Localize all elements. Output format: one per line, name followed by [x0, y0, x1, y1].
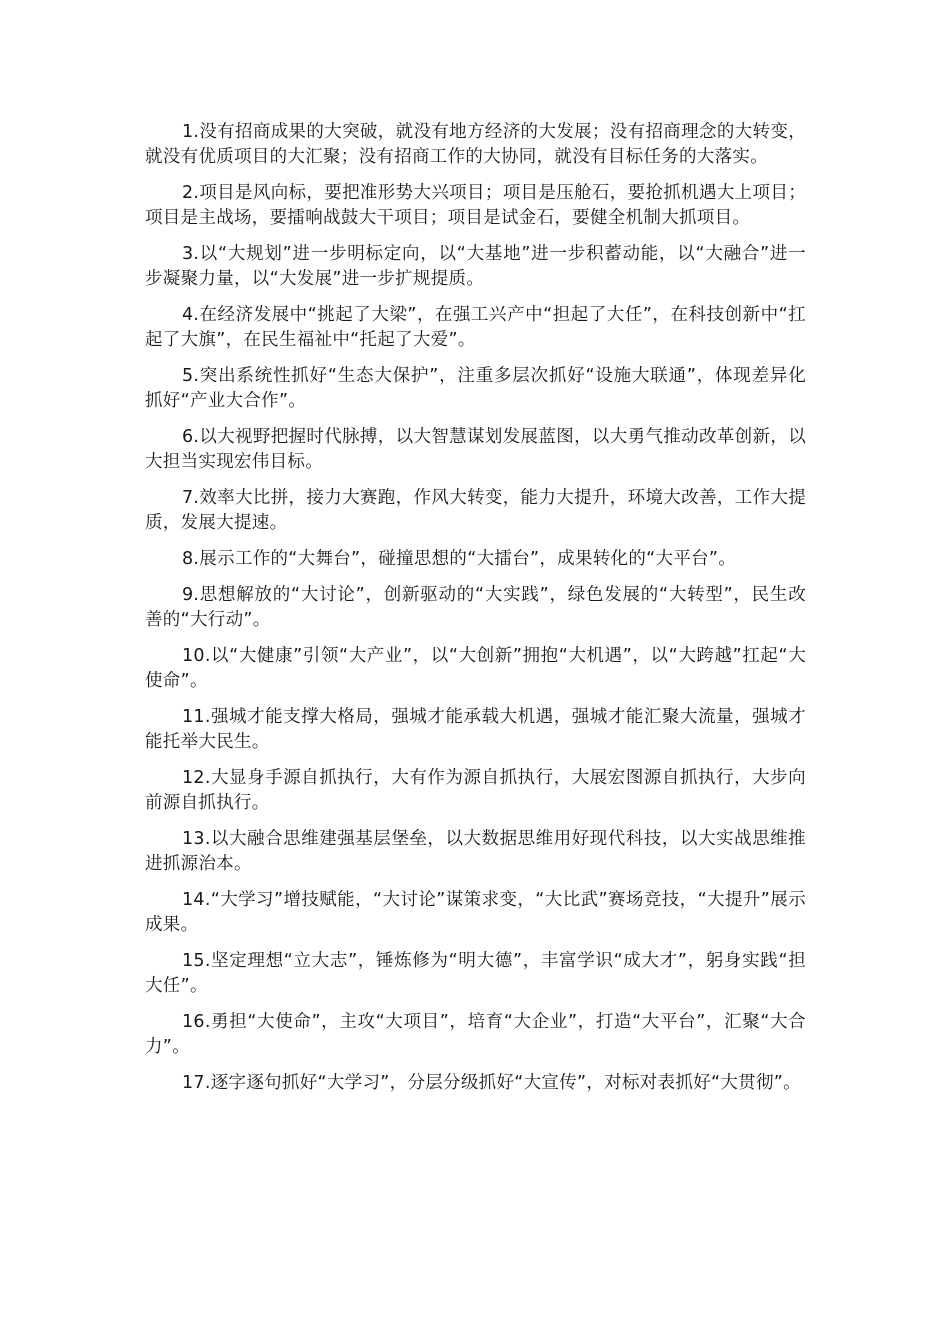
list-item-14: 14.“大学习”增技赋能，“大讨论”谋策求变，“大比武”赛场竞技，“大提升”展示成果。: [145, 890, 806, 935]
list-item-12: 12.大显身手源自抓执行，大有作为源自抓执行，大展宏图源自抓执行，大步向前源自抓执行。: [145, 768, 806, 813]
list-item-2: 2.项目是风向标，要把准形势大兴项目；项目是压舱石，要抢抓机遇大上项目；项目是主战场，要擂响战鼓大干项目；项目是试金石，要健全机制大抓项目。: [145, 183, 806, 228]
list-item-7: 7.效率大比拼，接力大赛跑，作风大转变，能力大提升，环境大改善，工作大提质，发展大提速。: [145, 488, 806, 533]
document-body: [145, 120, 806, 1107]
list-item-6: 6.以大视野把握时代脉搏，以大智慧谋划发展蓝图，以大勇气推动改革创新，以大担当实现宏伟目标。: [145, 427, 806, 472]
list-item-4: 4.在经济发展中“挑起了大梁”，在强工兴产中“担起了大任”，在科技创新中“扛起了大旗”，在民生福祉中“托起了大爱”。: [145, 305, 806, 350]
list-item-13: 13.以大融合思维建强基层堡垒，以大数据思维用好现代科技，以大实战思维推进抓源治本。: [145, 829, 806, 874]
list-item-5: 5.突出系统性抓好“生态大保护”，注重多层次抓好“设施大联通”，体现差异化抓好“产业大合作”。: [145, 366, 806, 411]
list-item-15: 15.坚定理想“立大志”，锤炼修为“明大德”，丰富学识“成大才”，躬身实践“担大任”。: [145, 951, 806, 996]
list-item-17: 17.逐字逐句抓好“大学习”，分层分级抓好“大宣传”，对标对表抓好“大贯彻”。: [182, 1073, 801, 1093]
list-item-1: 1.没有招商成果的大突破，就没有地方经济的大发展；没有招商理念的大转变，就没有优质项目的大汇聚；没有招商工作的大协同，就没有目标任务的大落实。: [145, 122, 806, 167]
list-item-16: 16.勇担“大使命”，主攻“大项目”，培育“大企业”，打造“大平台”，汇聚“大合力”。: [145, 1012, 806, 1057]
list-item-3: 3.以“大规划”进一步明标定向，以“大基地”进一步积蓄动能，以“大融合”进一步凝聚力量，以“大发展”进一步扩规提质。: [145, 244, 806, 289]
list-item-8: 8.展示工作的“大舞台”，碰撞思想的“大擂台”，成果转化的“大平台”。: [182, 549, 737, 569]
list-item-11: 11.强城才能支撑大格局，强城才能承载大机遇，强城才能汇聚大流量，强城才能托举大民生。: [145, 707, 806, 752]
list-item-10: 10.以“大健康”引领“大产业”，以“大创新”拥抱“大机遇”，以“大跨越”扛起“大使命”。: [145, 646, 806, 691]
list-item-9: 9.思想解放的“大讨论”，创新驱动的“大实践”，绿色发展的“大转型”，民生改善的“大行动”。: [145, 585, 806, 630]
